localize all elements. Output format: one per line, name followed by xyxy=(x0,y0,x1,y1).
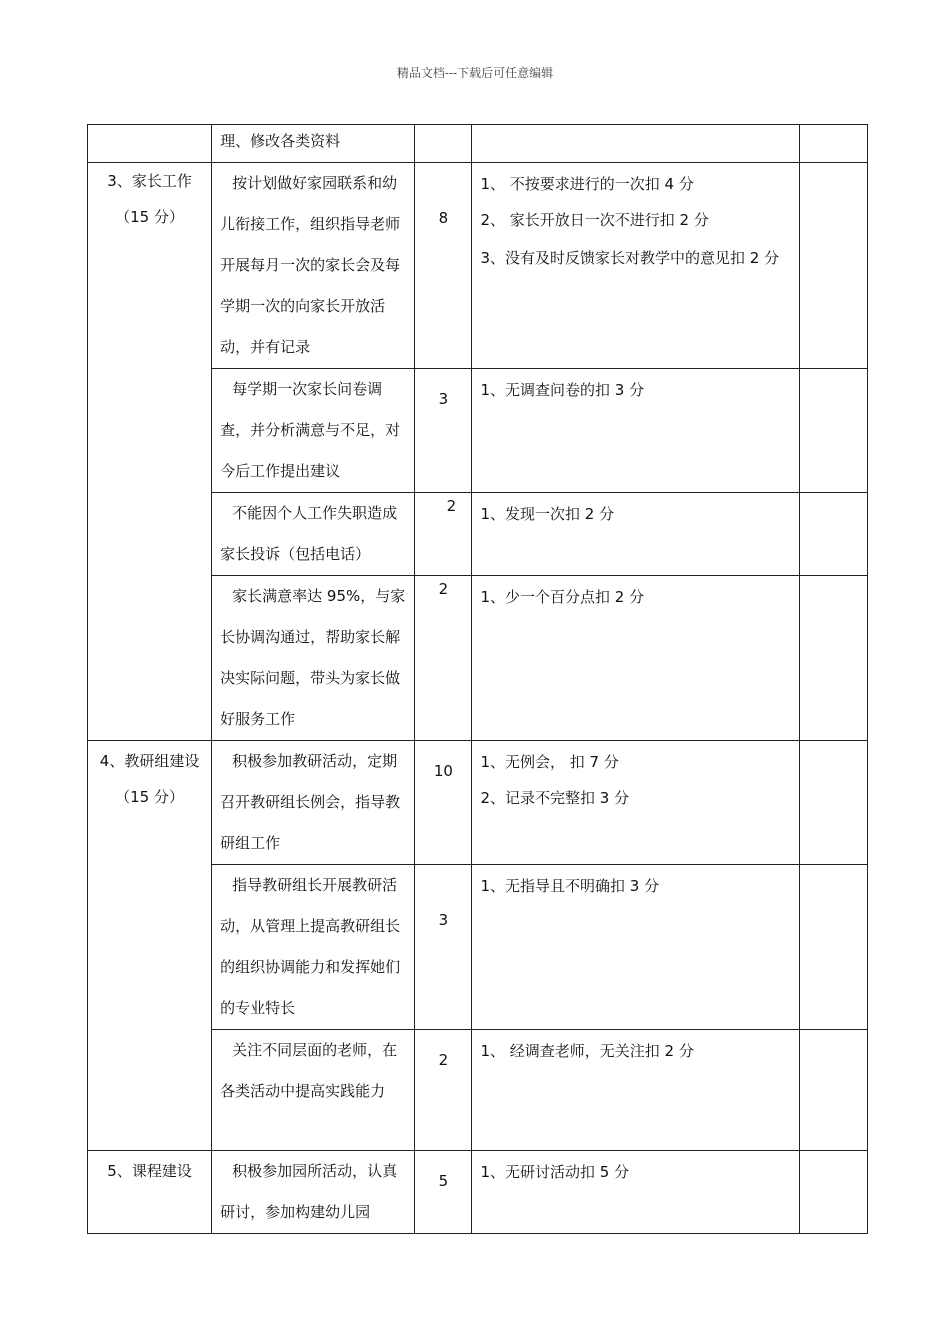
rules-cell xyxy=(472,369,799,493)
rules-cell xyxy=(472,741,799,865)
remark-cell xyxy=(799,741,867,865)
table-row xyxy=(88,741,868,865)
rule-line: 2、 家长开放日一次不进行扣 2 分 xyxy=(480,211,709,229)
category-cell xyxy=(88,1151,212,1234)
score-value: 3 xyxy=(438,390,449,408)
item-cell xyxy=(212,1151,415,1234)
item-cell xyxy=(212,163,415,369)
rule-line: 1、无研讨活动扣 5 分 xyxy=(480,1163,630,1181)
remark-cell xyxy=(799,125,867,163)
category-points: （15 分） xyxy=(115,788,184,806)
remark-cell xyxy=(799,163,867,369)
score-value: 5 xyxy=(438,1172,449,1190)
score-value: 3 xyxy=(438,911,449,929)
category-title: 4、教研组建设 xyxy=(99,752,200,770)
item-cell xyxy=(212,741,415,865)
rule-line: 2、记录不完整扣 3 分 xyxy=(480,789,630,807)
score-cell xyxy=(415,865,472,1030)
rule-line: 3、没有及时反馈家长对教学中的意见扣 2 分 xyxy=(480,249,780,267)
score-cell xyxy=(415,369,472,493)
remark-cell xyxy=(799,369,867,493)
remark-cell xyxy=(799,576,867,741)
remark-cell xyxy=(799,1030,867,1151)
rules-cell xyxy=(472,865,799,1030)
rules-cell xyxy=(472,493,799,576)
rules-cell xyxy=(472,125,799,163)
rule-line: 1、 不按要求进行的一次扣 4 分 xyxy=(480,175,694,193)
item-cell xyxy=(212,865,415,1030)
remark-cell xyxy=(799,865,867,1030)
item-cell xyxy=(212,576,415,741)
score-cell xyxy=(415,163,472,369)
category-points: （15 分） xyxy=(115,208,184,226)
item-text: 指导教研组长开展教研活动，从管理上提高教研组长的组织协调能力和发挥她们的专业特长 xyxy=(220,876,401,1017)
page-header: 精品文档---下载后可任意编辑 xyxy=(396,66,554,80)
remark-cell xyxy=(799,1151,867,1234)
item-text: 家长满意率达 95%，与家长协调沟通过，帮助家长解决实际问题，带头为家长做好服务工作 xyxy=(220,587,406,728)
item-cell xyxy=(212,1030,415,1151)
item-text: 每学期一次家长问卷调查，并分析满意与不足，对今后工作提出建议 xyxy=(220,380,401,480)
rule-line: 1、 经调查老师，无关注扣 2 分 xyxy=(480,1042,694,1060)
score-cell xyxy=(415,576,472,741)
rules-cell xyxy=(472,163,799,369)
score-cell xyxy=(415,125,472,163)
score-value: 2 xyxy=(438,580,449,598)
score-cell xyxy=(415,1030,472,1151)
item-text: 按计划做好家园联系和幼儿衔接工作，组织指导老师开展每月一次的家长会及每学期一次的向家长开放活动，并有记录 xyxy=(220,174,401,356)
rule-line: 1、少一个百分点扣 2 分 xyxy=(480,588,645,606)
evaluation-table xyxy=(87,124,868,1234)
category-cell xyxy=(88,163,212,741)
remark-cell xyxy=(799,493,867,576)
score-cell xyxy=(415,493,472,576)
rules-cell xyxy=(472,1151,799,1234)
item-text: 不能因个人工作失职造成家长投诉（包括电话） xyxy=(220,504,398,563)
score-cell xyxy=(415,1151,472,1234)
item-cell xyxy=(212,125,415,163)
score-value: 8 xyxy=(438,209,449,227)
item-text: 理、修改各类资料 xyxy=(220,132,341,150)
rule-line: 1、无例会， 扣 7 分 xyxy=(480,753,619,771)
category-title: 3、家长工作 xyxy=(107,172,192,190)
rules-cell xyxy=(472,576,799,741)
rule-line: 1、无调查问卷的扣 3 分 xyxy=(480,381,645,399)
category-title: 5、课程建设 xyxy=(107,1162,192,1180)
rule-line: 1、发现一次扣 2 分 xyxy=(480,505,615,523)
rules-cell xyxy=(472,1030,799,1151)
category-cell xyxy=(88,741,212,1151)
item-text: 关注不同层面的老师，在各类活动中提高实践能力 xyxy=(220,1041,398,1100)
item-cell xyxy=(212,369,415,493)
score-value: 10 xyxy=(433,762,453,780)
score-value: 2 xyxy=(438,1051,449,1069)
table-row xyxy=(88,125,868,163)
rule-line: 1、无指导且不明确扣 3 分 xyxy=(480,877,660,895)
table-row xyxy=(88,1151,868,1234)
item-cell xyxy=(212,493,415,576)
item-text: 积极参加园所活动，认真研讨，参加构建幼儿园 xyxy=(220,1162,398,1221)
category-cell xyxy=(88,125,212,163)
score-value: 2 xyxy=(446,497,457,515)
table-row xyxy=(88,163,868,369)
score-cell xyxy=(415,741,472,865)
item-text: 积极参加教研活动，定期召开教研组长例会，指导教研组工作 xyxy=(220,752,401,852)
